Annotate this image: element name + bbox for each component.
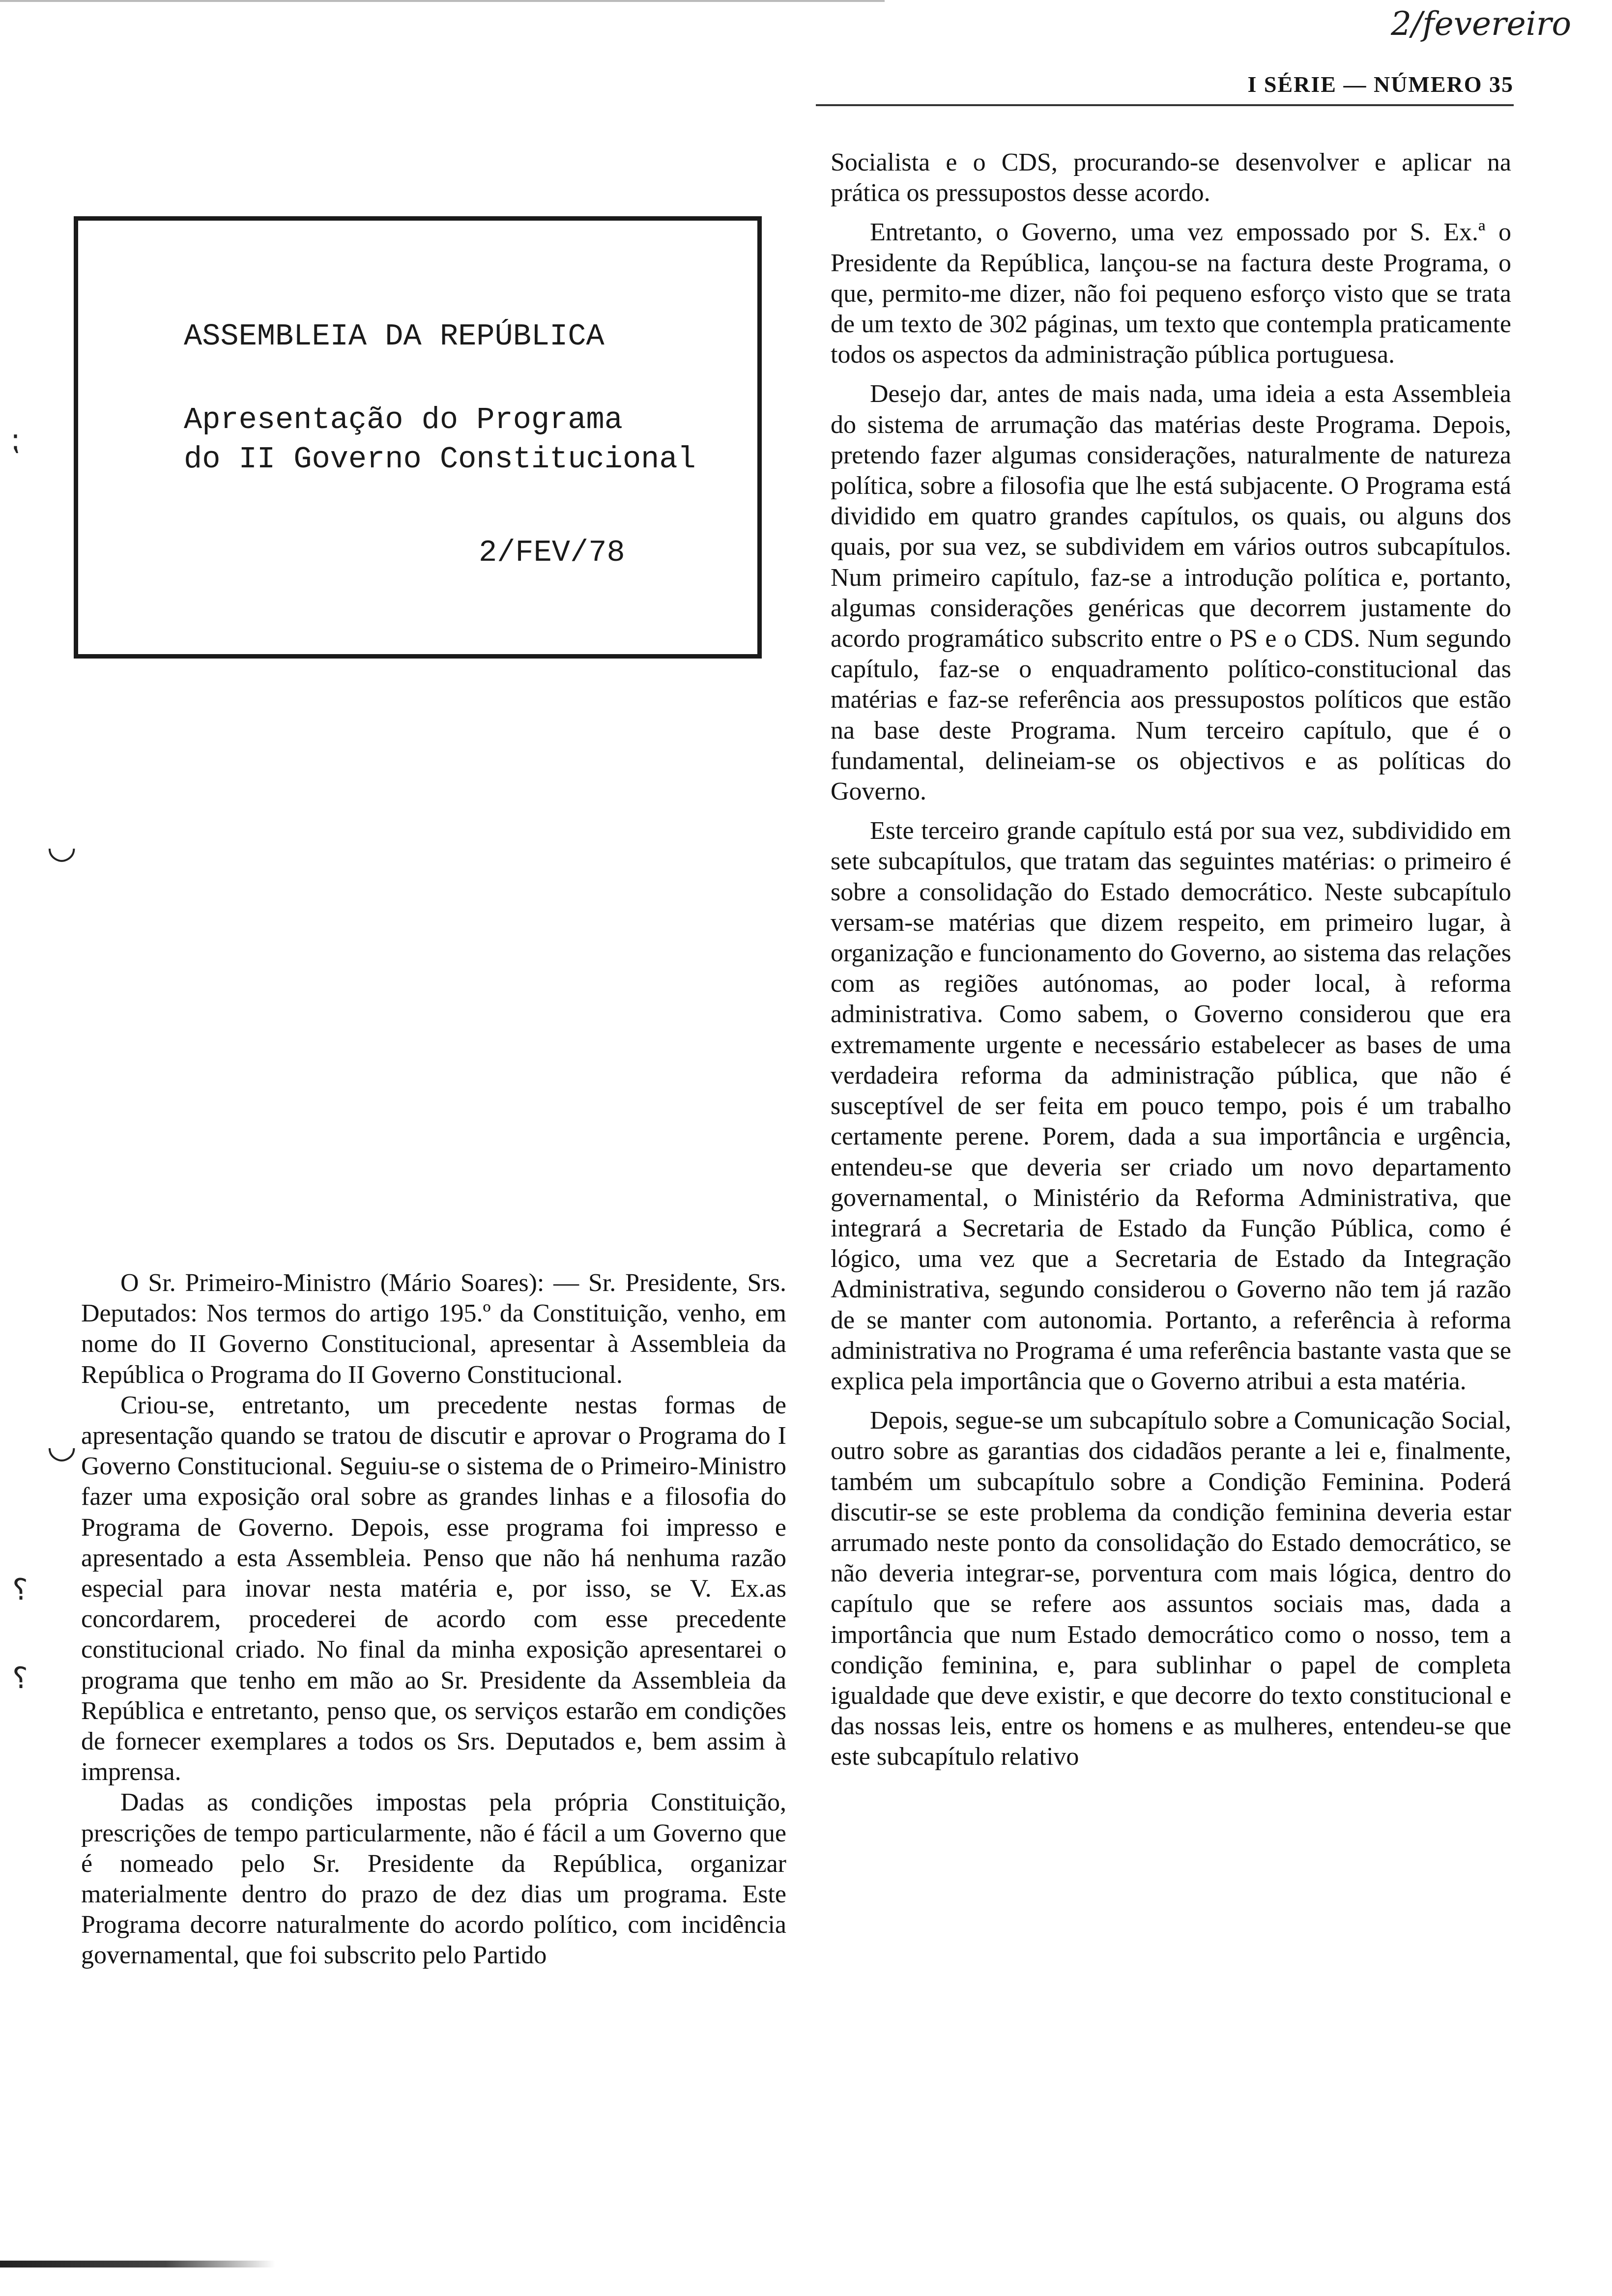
- paragraph: Depois, segue-se um subcapítulo sobre a Comunicação Social, outro sobre as garantias dos cidadãos perante a lei e, finalmente, também um subcapítulo sobre a Condição Feminina. Poderá discutir-se se este problema da condição feminina deveria estar arrumado neste ponto da consolidação do Estado democrático, se não deveria integrar-se, porventura com mais lógica, dentro do capítulo que se refere aos assuntos sociais mas, dada a importância que num Estado democrático como o nosso, tem a condição feminina, e, para sublinhar o papel de completa igualdade que deve existir, e que decorre do texto constitucional e das nossas leis, entre os homens e as mulheres, entendeu-se que este subcapítulo relativo: [831, 1406, 1511, 1771]
- paragraph: O Sr. Primeiro-Ministro (Mário Soares): — Sr. Presidente, Srs. Deputados: Nos termos do artigo 195.º da Constituição, venho, em nome do II Governo Constitucional, apresentar à Assembleia da República o Programa do II Governo Constitucional.: [81, 1269, 786, 1389]
- margin-mark: ◡: [47, 826, 77, 866]
- box-title-line-2: do II Governo Constitucional: [184, 442, 696, 477]
- box-date: 2/FEV/78: [479, 535, 625, 570]
- title-box: [74, 216, 762, 659]
- paragraph: Socialista e o CDS, procurando-se desenvolver e aplicar na prática os pressupostos desse acordo.: [831, 148, 1511, 207]
- paragraph: Desejo dar, antes de mais nada, uma ideia a esta Assembleia do sistema de arrumação das matérias deste Programa. Depois, pretendo fazer algumas considerações, naturalmente de natureza política, sobre a filosofia que lhe está subjacente. O Programa está dividido em quatro grandes capítulos, os quais, ou alguns dos quais, por sua vez, se subdividem em vários outros subcapítulos. Num primeiro capítulo, faz-se a introdução política e, portanto, algumas considerações genéricas que decorrem justamente do acordo programático subscrito entre o PS e o CDS. Num segundo capítulo, faz-se o enquadramento político-constitucional das matérias e faz-se referência aos pressupostos políticos que estão na base deste Programa. Num terceiro capítulo, que é o fundamental, delineiam-se os objectivos e as políticas do Governo.: [831, 380, 1511, 806]
- left-column: [81, 1268, 786, 1971]
- paragraph: Este terceiro grande capítulo está por sua vez, subdividido em sete subcapítulos, que tratam das seguintes matérias: o primeiro é sobre a consolidação do Estado democrático. Neste subcapítulo versam-se matérias que dizem respeito, em primeiro lugar, à organização e funcionamento do Governo, ao sistema das relações com as regiões autónomas, ao poder local, à reforma administrativa. Como sabem, o Governo considerou que era extremamente urgente e necessário estabelecer as bases de uma verdadeira reforma da administração pública, que não é susceptível de ser feita em pouco tempo, pois é um trabalho certamente perene. Porem, dada a sua importância e urgência, entendeu-se que deveria ser criado um novo departamento governamental, o Ministério da Reforma Administrativa, que integrará a Secretaria de Estado da Função Pública, como é lógico, uma vez que a Secretaria de Estado da Integração Administrativa, segundo considerou o Governo não tem já razão de se manter com autonomia. Portanto, a referência à reforma administrativa no Programa é uma referência bastante vasta que se explica pela importância que o Governo atribui a esta matéria.: [831, 817, 1511, 1395]
- margin-mark: ◡: [47, 1425, 77, 1465]
- margin-mark: ⁏: [10, 423, 20, 457]
- header-rule: [816, 104, 1514, 106]
- paragraph: Entretanto, o Governo, uma vez empossado por S. Ex.ª o Presidente da República, lançou-se na factura deste Programa, o que, permito-me dizer, não foi pequeno esforço visto que se trata de um texto de 302 páginas, um texto que contempla praticamente todos os aspectos da administração pública portuguesa.: [831, 218, 1511, 369]
- scan-edge-bottom: [0, 2261, 275, 2267]
- paragraph: Dadas as condições impostas pela própria Constituição, prescrições de tempo particularmente, não é fácil a um Governo que é nomeado pelo Sr. Presidente da República, organizar materialmente dentro do prazo de dez dias um programa. Este Programa decorre naturalmente do acordo político, com incidência governamental, que foi subscrito pelo Partido: [81, 1788, 786, 1970]
- margin-mark: ⸮: [12, 1573, 28, 1607]
- box-institution: ASSEMBLEIA DA REPÚBLICA: [184, 319, 604, 354]
- running-head: I SÉRIE — NÚMERO 35: [1247, 72, 1514, 97]
- scan-edge-top: [0, 0, 885, 2]
- margin-mark: ⸮: [12, 1661, 28, 1695]
- box-title-line-1: Apresentação do Programa: [184, 402, 623, 437]
- right-column: [831, 147, 1511, 1773]
- paragraph: Criou-se, entretanto, um precedente nestas formas de apresentação quando se tratou de discutir e aprovar o Programa do I Governo Constitucional. Seguiu-se o sistema de o Primeiro-Ministro fazer uma exposição oral sobre as grandes linhas e a filosofia do Programa de Governo. Depois, esse programa foi impresso e apresentado a esta Assembleia. Penso que não há nenhuma razão especial para inovar nesta matéria e, por isso, se V. Ex.as concordarem, procederei de acordo com esse precedente constitucional criado. No final da minha exposição apresentarei o programa que tenho em mão ao Sr. Presidente da Assembleia da República e entretanto, penso que, os serviços estarão em condições de fornecer exemplares a todos os Srs. Deputados e, bem assim à imprensa.: [81, 1391, 786, 1786]
- handwritten-annotation: 2/fevereiro: [1391, 5, 1572, 43]
